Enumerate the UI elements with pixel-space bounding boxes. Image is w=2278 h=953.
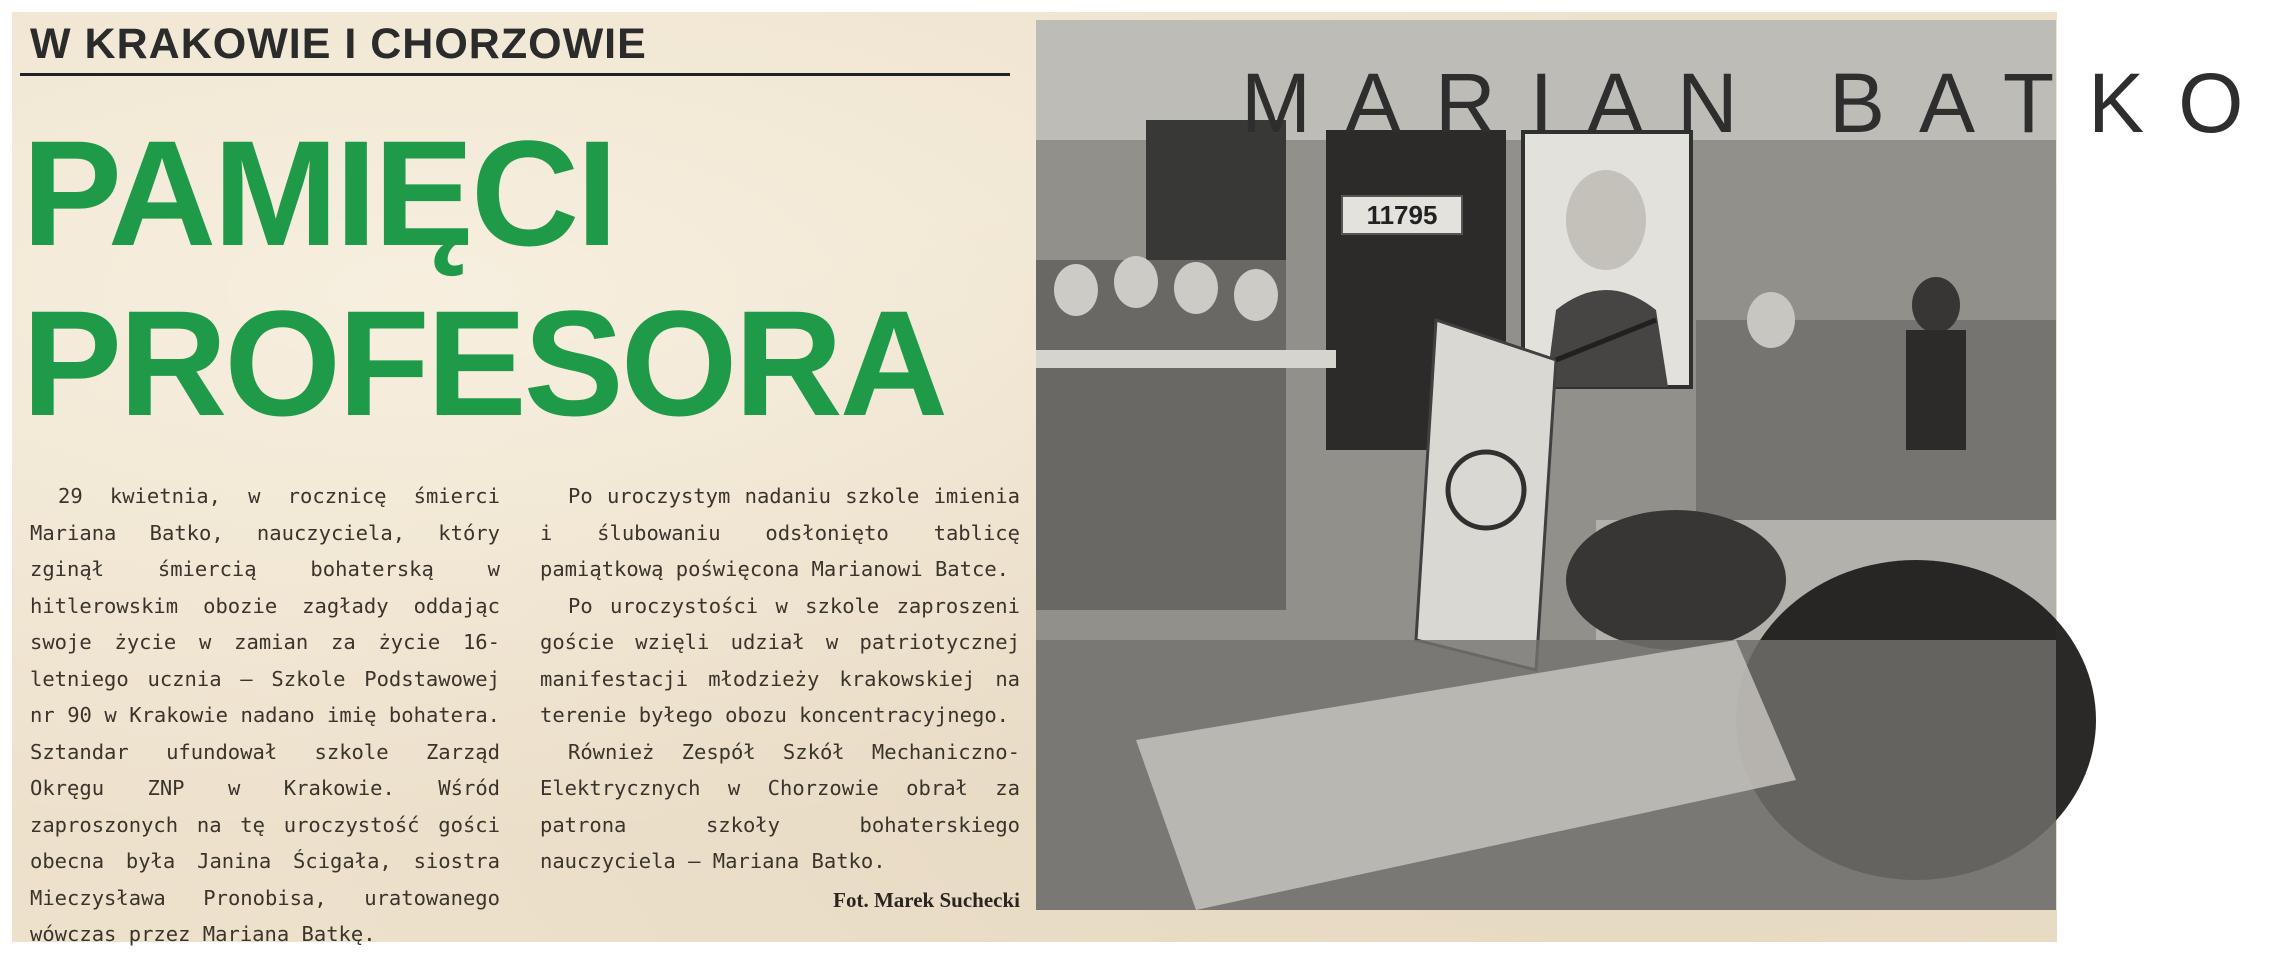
photo-credit: Fot. Marek Suchecki: [833, 887, 1020, 912]
section-heading: [20, 14, 1010, 76]
section-heading-text: W KRAKOWIE I CHORZOWIE: [30, 20, 647, 68]
headline-line-1: PAMIĘCI: [22, 109, 615, 277]
ceremony-photo: [1036, 20, 2278, 910]
photo-scene: [1036, 20, 2056, 910]
photo-number-plate: 11795: [1341, 195, 1463, 235]
headline: [22, 108, 1022, 448]
article-paragraph: Również Zespół Szkół Mechaniczno-Elektrycznych w Chorzowie obrał za patrona szkoły bohaterskiego nauczyciela — Mariana Batko.: [540, 739, 1020, 873]
article-paragraph: 29 kwietnia, w rocznicę śmierci Mariana Batko, nauczyciela, który zginął śmiercią bohaterską w hitlerowskim obozie zagłady oddając swoje życie w zamian za życie 16-letniego ucznia — Szkole Podstawowej nr 90 w Krakowie nadano imię bohatera. Sztandar ufundował szkole Zarząd Okręgu ZNP w Krakowie. Wśród zaproszonych na tę uroczystość gości obecna była Janina Ścigała, siostra Mieczysława Pronobisa, uratowanego wówczas przez Mariana Batkę.: [30, 484, 500, 946]
headline-line-2: PROFESORA: [22, 279, 946, 447]
article-paragraph: Po uroczystości w szkole zaproszeni goście wzięli udział w patriotycznej manifestacji młodzieży krakowskiej na terenie byłego obozu koncentracyjnego.: [540, 593, 1020, 727]
article-paragraph: Po uroczystym nadaniu szkole imienia i ślubowaniu odsłonięto tablicę pamiątkową poświęcona Marianowi Batce.: [540, 484, 1020, 581]
photo-banner-text: MARIAN BATKO: [1241, 56, 2278, 150]
article-column-1: [30, 478, 500, 953]
article-column-2: [540, 478, 1020, 918]
